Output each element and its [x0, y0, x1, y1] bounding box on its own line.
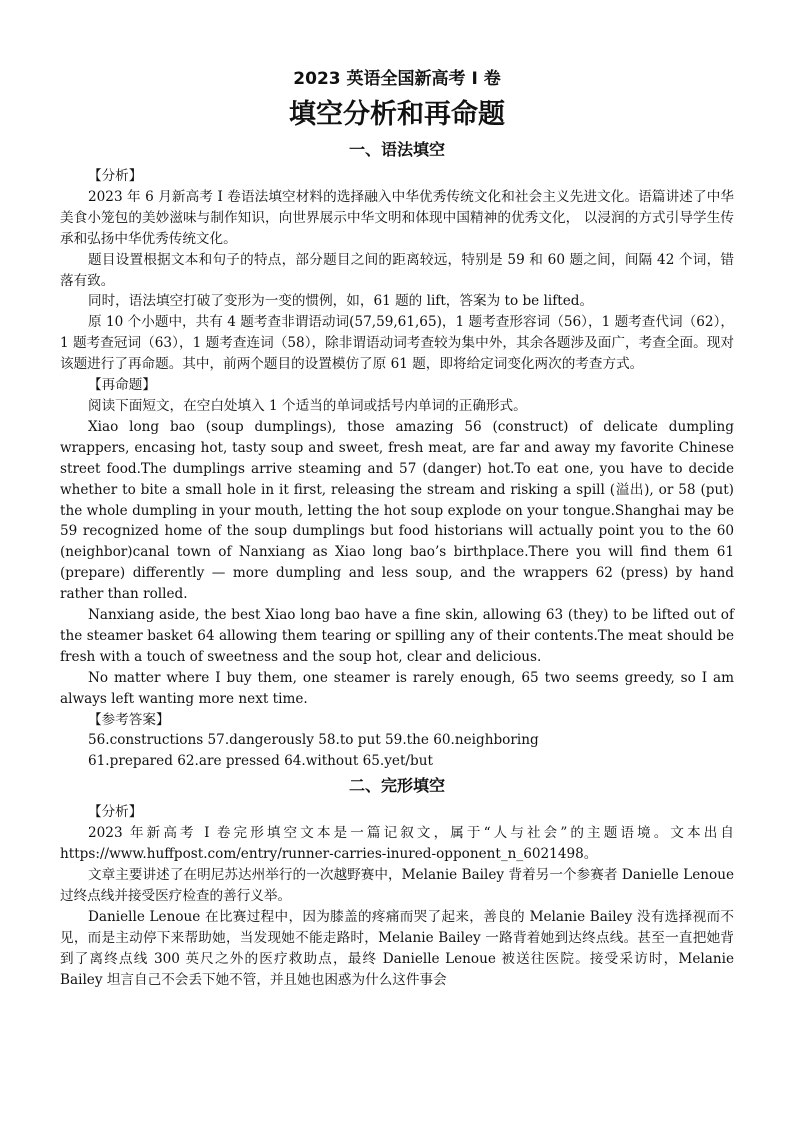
analysis-paragraph: 原 10 个小题中，共有 4 题考查非谓语动词(57,59,61,65)，1 题考查形容词（56），1 题考查代词（62），1 题考查冠词（63），1 题考查连词（58），除非谓语动词考查较为集中外，其余各题涉及面广，考查全面。现对该题进行了再命题。其中，前两个题目的设置模仿了原 61 题，即将给定词变化两次的考查方式。 [60, 314, 734, 373]
document-subtitle: 填空分析和再命题 [289, 99, 505, 130]
analysis-paragraph: 同时，语法填空打破了变形为一变的惯例，如，61 题的 lift，答案为 to be lifted。 [88, 293, 594, 310]
document-title: 2023 英语全国新高考 I 卷 [293, 69, 501, 89]
answers-tag: 【参考答案】 [88, 711, 170, 728]
analysis-paragraph: 2023 年 6 月新高考 I 卷语法填空材料的选择融入中华优秀传统文化和社会主义先进文化。语篇讲述了中华美食小笼包的美妙滋味与制作知识，向世界展示中华文明和体现中国精神的优秀文化， 以浸润的方式引导学生传承和弘扬中华优秀传统文化。 [60, 188, 734, 247]
analysis-tag: 【分析】 [88, 804, 143, 821]
passage-paragraph: Nanxiang aside, the best Xiao long bao have a fine skin, allowing 63 (they) to be lifted out of the steamer basket 64 allowing them tearing or spilling any of their contents.The meat should be fresh with a touch of sweetness and the soup hot, clear and delicious. [60, 607, 734, 665]
cloze-analysis-paragraph: Danielle Lenoue 在比赛过程中，因为膝盖的疼痛而哭了起来，善良的 Melanie Bailey 没有选择视而不见，而是主动停下来帮助她，当发现她不能走路时，Melanie Bailey 一路背着她到达终点线。甚至一直把她背到了离终点线 300 英尺之外的医疗救助点，最终 Danielle Lenoue 被送往医院。接受采访时，Melanie Bailey 坦言自己不会丢下她不管，并且她也困惑为什么这件事会 [60, 908, 734, 988]
passage-paragraph: No matter where I buy them, one steamer is rarely enough, 65 two seems greedy, so I am always left wanting more next time. [60, 669, 734, 707]
cloze-analysis-paragraph: 2023 年新高考 I 卷完形填空文本是一篇记叙文，属于“人与社会”的主题语境。文本出自 https://www.huffpost.com/entry/runner-carries-inured-opponent_n_6021498。 [60, 825, 734, 863]
section-heading-grammar: 一、语法填空 [348, 140, 445, 159]
passage-paragraph: Xiao long bao (soup dumplings), those amazing 56 (construct) of delicate dumpling wrappers, encasing hot, tasty soup and sweet, fresh meat, are far and away my favorite Chinese street food.The dumplings arrive steaming and 57 (danger) hot.To eat one, you have to decide whether to bite a small hole in it first, releasing the stream and risking a spill (溢出), or 58 (put) the whole dumpling in your mouth, letting the hot soup explode on your tongue.Shanghai may be 59 recognized home of the soup dumplings but food historians will actually point you to the 60 (neighbor)canal town of Nanxiang as Xiao long bao’s birthplace.There you will find them 61 (prepare) differently — more dumpling and less soup, and the wrappers 62 (press) by hand rather than rolled. [60, 418, 734, 603]
reproposition-tag: 【再命题】 [88, 377, 156, 394]
analysis-paragraph: 题目设置根据文本和句子的特点，部分题目之间的距离较远，特别是 59 和 60 题之间，间隔 42 个词，错落有致。 [60, 251, 734, 289]
section-heading-cloze: 二、完形填空 [348, 776, 445, 796]
answer-line: 61.prepared 62.are pressed 64.without 65.yet/but [88, 753, 433, 770]
analysis-tag: 【分析】 [88, 168, 143, 184]
cloze-analysis-paragraph: 文章主要讲述了在明尼苏达州举行的一次越野赛中，Melanie Bailey 背着另一个参赛者 Danielle Lenoue 过终点线并接受医疗检查的善行义举。 [60, 867, 734, 904]
instruction-text: 阅读下面短文，在空白处填入 1 个适当的单词或括号内单词的正确形式。 [88, 397, 527, 414]
answer-line: 56.constructions 57.dangerously 58.to put 59.the 60.neighboring [88, 732, 539, 749]
